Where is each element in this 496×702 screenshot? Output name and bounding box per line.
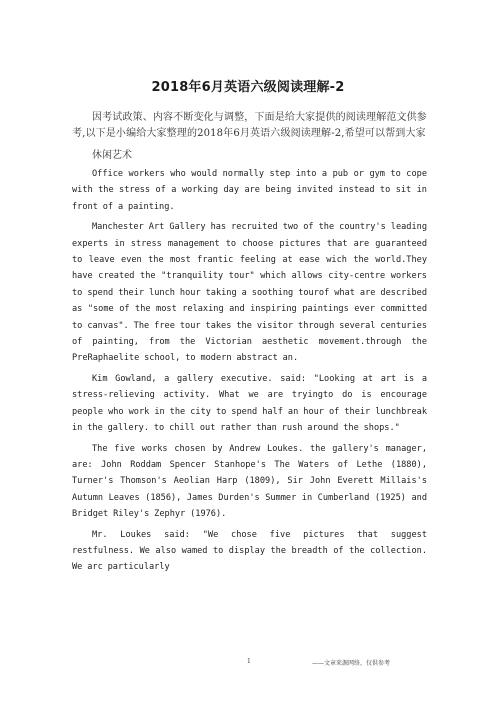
body-paragraph: Kim Gowland, a gallery executive. said: "Looking at art is a stress-relieving activity. What we are tryingto do is encourage people who work in the city to spend half an hour of their lunchbreak in the gallery. to chill out rather than rush around the shops."	[72, 373, 427, 434]
body-paragraph: Manchester Art Gallery has recruited two of the country's leading experts in stress management to choose pictures that are guaranteed to leave even the most frantic feeling at ease wich the world.They have created the "tranquility tour" which allows city-centre workers to spend their lunch hour taking a soothing tourof what are described as "some of the most relaxing and inspiring paintings ever committed to canvas". The free tour takes the visitor through several centuries of painting, from the Victorian aesthetic movement.through the PreRaphaelite school, to modern abstract an.	[72, 222, 427, 364]
body-paragraph: Mr. Loukes said: "We chose five pictures that suggest restfulness. We also wamed to display the breadth of the collection. We arc particularly	[72, 529, 427, 573]
body-paragraph: Office workers who would normally step into a pub or gym to cope with the stress of a working day are being invited instead to sit in front of a painting.	[72, 169, 427, 212]
section-heading: 休闲艺术	[92, 150, 132, 161]
intro-paragraph: 因考试政策、内容不断变化与调整，下面是给大家提供的阅读理解范文供参考,以下是小编给大家整理的2018年6月英语六级阅读理解-2,希望可以帮到大家	[72, 112, 427, 139]
footer-note: ——文章来源网络，仅供参考	[312, 660, 391, 667]
document-body	[72, 110, 427, 576]
body-paragraph: The five works chosen by Andrew Loukes. the gallery's manager, are: John Roddam Spencer Stanhope's The Waters of Lethe (1880), Turner's Thomson's Aeolian Harp (1809), Sir John Everett Millais's Autumn Leaves (1856), James Durden's Summer in Cumberland (1925) and Bridget Riley's Zephyr (1976).	[72, 443, 427, 520]
document-title: 2018年6月英语六级阅读理解-2	[151, 80, 345, 95]
page-number: 1	[247, 658, 251, 665]
